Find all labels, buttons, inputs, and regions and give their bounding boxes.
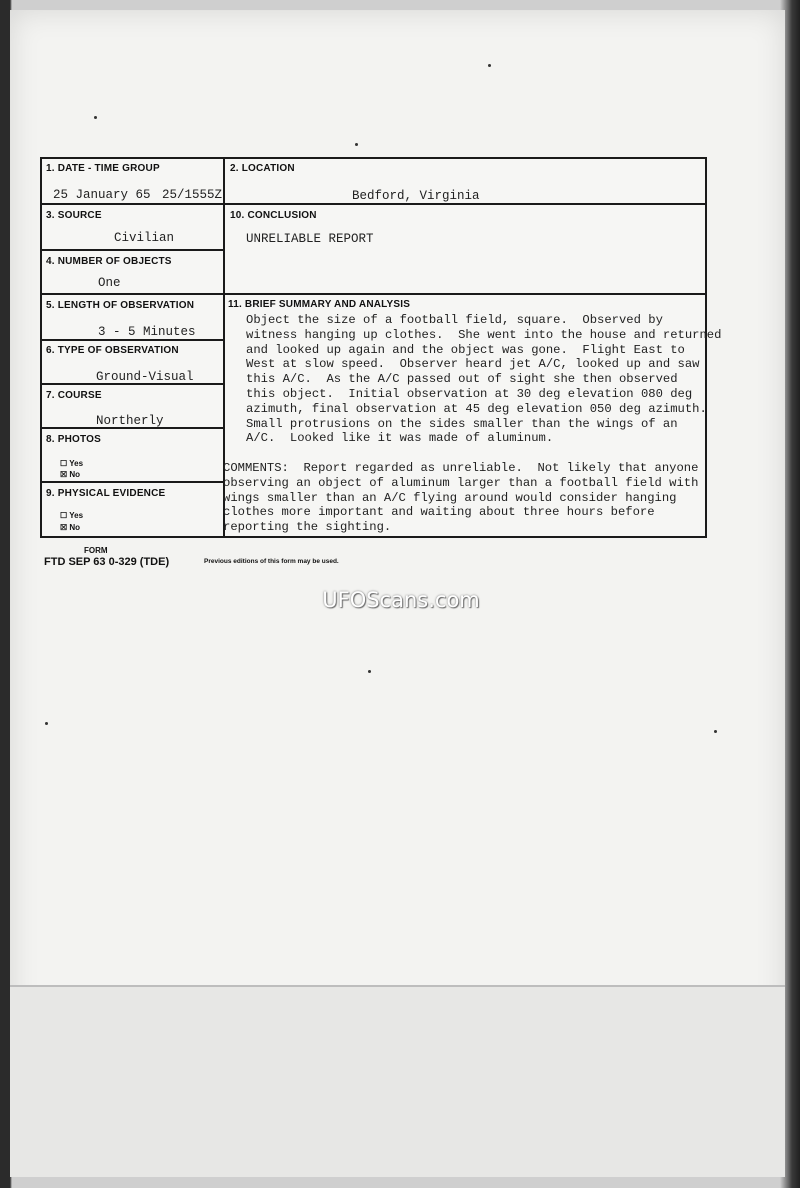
time-value: 25/1555Z xyxy=(162,188,223,202)
course-value: Northerly xyxy=(96,414,164,428)
scan-speck xyxy=(368,670,371,673)
photos-no-option xyxy=(60,470,80,479)
length-of-observation-label: 5. LENGTH OF OBSERVATION xyxy=(46,300,195,311)
scan-speck xyxy=(94,116,97,119)
row-divider xyxy=(42,293,707,295)
form-word: FORM xyxy=(84,546,108,555)
row-divider xyxy=(42,203,223,205)
summary-text: Object the size of a football field, square. Observed by witness hanging up clothes. She went into the house and returned and looked up again and the object was gone. Flight East to West at slow speed. Observer heard jet A/C, looked up and saw this A/C. As the A/C passed out of sight she then observed this object. Initial observation at 30 deg elevation 080 deg azimuth, final observation at 45 deg elevation 050 deg azimuth. Small protrusions on the sides smaller than the wings of an A/C. Looked like it was made of aluminum. xyxy=(246,313,722,446)
form-id: FTD SEP 63 0-329 (TDE) xyxy=(44,556,170,568)
conclusion-value: UNRELIABLE REPORT xyxy=(246,232,374,246)
row-divider xyxy=(42,481,223,483)
summary-label: 11. BRIEF SUMMARY AND ANALYSIS xyxy=(228,299,411,310)
page-lower-fold xyxy=(10,985,785,1177)
evidence-yes-checkbox: ☐ xyxy=(60,511,68,520)
type-of-observation-label: 6. TYPE OF OBSERVATION xyxy=(46,345,179,356)
course-label: 7. COURSE xyxy=(46,390,102,401)
evidence-yes-label: Yes xyxy=(69,511,84,520)
conclusion-label: 10. CONCLUSION xyxy=(230,210,317,221)
scan-speck xyxy=(714,730,717,733)
evidence-no-label: No xyxy=(69,523,81,532)
row-divider xyxy=(42,249,223,251)
number-of-objects-value: One xyxy=(98,276,121,290)
row-divider xyxy=(223,203,707,205)
photos-yes-checkbox: ☐ xyxy=(60,459,68,468)
previous-editions-note: Previous editions of this form may be used. xyxy=(204,558,339,565)
photos-no-label: No xyxy=(69,470,81,479)
type-of-observation-value: Ground-Visual xyxy=(96,370,194,384)
photos-label: 8. PHOTOS xyxy=(46,434,101,445)
photos-yes-option xyxy=(60,459,83,468)
site-watermark: UFOScans.com xyxy=(322,588,480,612)
evidence-no-checkbox: ☒ xyxy=(60,523,68,532)
evidence-yes-option xyxy=(60,511,83,520)
evidence-no-option xyxy=(60,523,80,532)
comments-text: COMMENTS: Report regarded as unreliable. Not likely that anyone observing an object of aluminum larger than a football field with wings smaller than an A/C flying around would consider hanging clothes more important and waiting about three hours before reporting the sighting. xyxy=(223,461,699,535)
date-time-group-label: 1. DATE - TIME GROUP xyxy=(46,163,160,174)
physical-evidence-label: 9. PHYSICAL EVIDENCE xyxy=(46,488,166,499)
photos-no-checkbox: ☒ xyxy=(60,470,68,479)
photos-yes-label: Yes xyxy=(69,459,84,468)
location-value: Bedford, Virginia xyxy=(352,189,480,203)
row-divider xyxy=(42,339,223,341)
report-form xyxy=(40,157,722,538)
length-of-observation-value: 3 - 5 Minutes xyxy=(98,325,196,339)
scan-speck xyxy=(45,722,48,725)
number-of-objects-label: 4. NUMBER OF OBJECTS xyxy=(46,256,172,267)
location-label: 2. LOCATION xyxy=(230,163,295,174)
scan-speck xyxy=(488,64,491,67)
source-value: Civilian xyxy=(114,231,175,245)
scan-speck xyxy=(355,143,358,146)
source-label: 3. SOURCE xyxy=(46,210,102,221)
date-value: 25 January 65 xyxy=(53,188,151,202)
